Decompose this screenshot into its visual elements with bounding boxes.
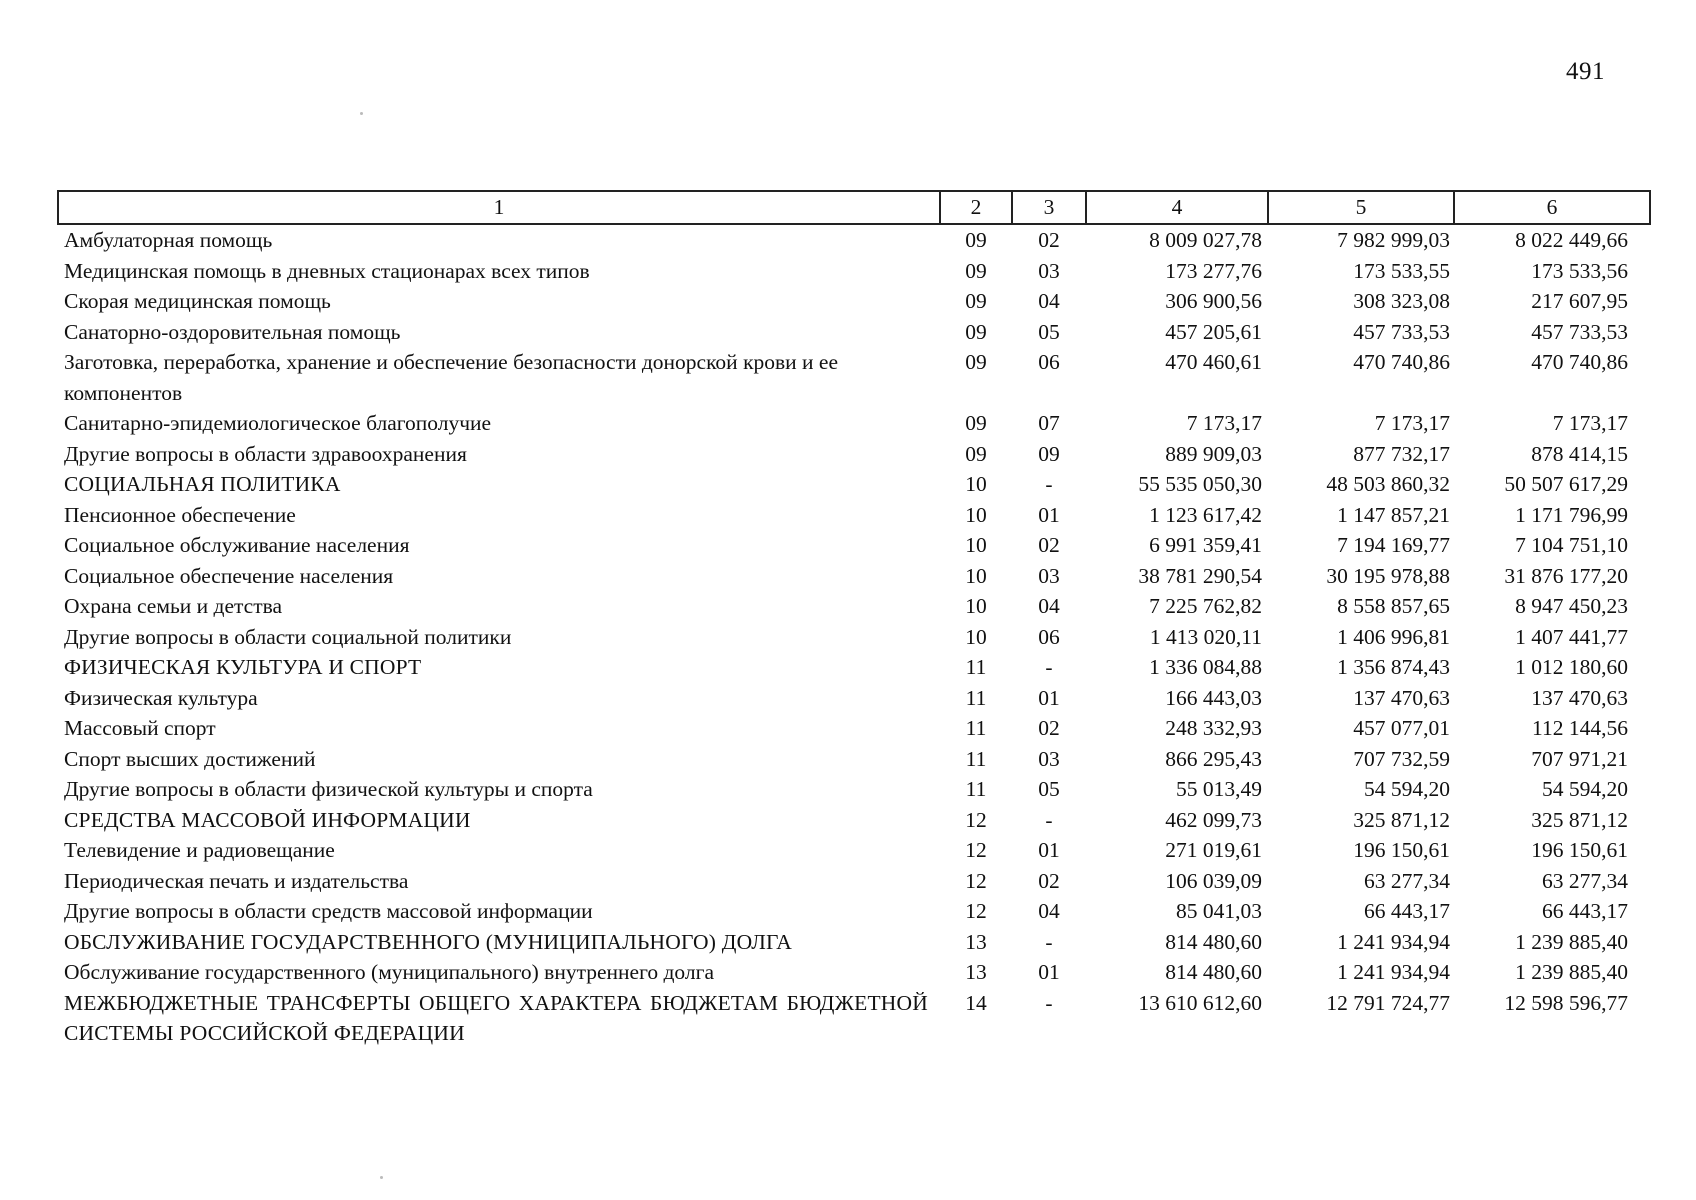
row-value-col4: 1 413 020,11 <box>1149 624 1262 649</box>
row-value-col6: 1 239 885,40 <box>1515 929 1628 954</box>
row-section-cell: 10 <box>965 594 987 618</box>
row-subsection-cell: - <box>1045 655 1053 679</box>
row-name-cell: Санитарно-эпидемиологическое благополучие <box>64 411 492 435</box>
table-row <box>58 957 1650 988</box>
row-section-cell: 14 <box>965 990 987 1015</box>
table-row <box>58 652 1650 683</box>
row-value-col4: 814 480,60 <box>1165 960 1262 984</box>
row-name-cell: Пенсионное обеспечение <box>64 502 296 527</box>
row-section-cell: 10 <box>965 472 987 496</box>
row-value-col5: 707 732,59 <box>1353 746 1450 771</box>
row-value-col4: 7 225 762,82 <box>1149 594 1262 618</box>
row-section-cell: 11 <box>965 746 987 771</box>
table-row <box>58 500 1650 531</box>
row-name-cell: Другие вопросы в области физической культуры и спорта <box>64 777 593 801</box>
table-row <box>58 805 1650 836</box>
row-value-col5: 1 406 996,81 <box>1337 624 1450 649</box>
row-name-cell: Другие вопросы в области социальной политики <box>64 624 512 649</box>
row-value-col5: 48 503 860,32 <box>1326 472 1450 496</box>
row-subsection-cell: 03 <box>1038 746 1060 771</box>
row-value-col4: 8 009 027,78 <box>1149 228 1262 252</box>
row-value-col5: 325 871,12 <box>1353 807 1450 832</box>
row-value-col4: 55 535 050,30 <box>1138 472 1262 496</box>
row-name-cell: Скорая медицинская помощь <box>64 289 331 313</box>
row-value-col5: 1 241 934,94 <box>1337 929 1450 954</box>
row-section-cell: 09 <box>965 228 987 252</box>
scan-speck <box>360 112 363 115</box>
row-value-col4: 1 123 617,42 <box>1149 502 1262 527</box>
header-col-2: 2 <box>940 191 1012 224</box>
row-value-col4: 306 900,56 <box>1165 289 1262 313</box>
table-row <box>58 835 1650 866</box>
table-row <box>58 256 1650 287</box>
row-section-cell: 10 <box>965 563 987 588</box>
row-value-col4: 457 205,61 <box>1165 319 1262 344</box>
row-name-cell: Периодическая печать и издательства <box>64 868 409 893</box>
table-row <box>58 591 1650 622</box>
row-section-cell: 12 <box>965 899 987 923</box>
row-value-col4: 13 610 612,60 <box>1138 990 1262 1015</box>
table-row <box>58 622 1650 653</box>
table-row <box>58 469 1650 500</box>
row-value-col6: 12 598 596,77 <box>1504 990 1628 1015</box>
row-value-col4: 814 480,60 <box>1165 929 1262 954</box>
table-row <box>58 683 1650 714</box>
table-row <box>58 896 1650 927</box>
row-section-cell: 12 <box>965 868 987 893</box>
row-value-col5: 877 732,17 <box>1353 441 1450 466</box>
row-section-cell: 11 <box>965 777 987 801</box>
row-section-cell: 10 <box>965 502 987 527</box>
row-subsection-cell: 01 <box>1038 960 1060 984</box>
row-value-col6: 173 533,56 <box>1531 258 1628 283</box>
table-row <box>58 866 1650 897</box>
row-value-col6: 8 022 449,66 <box>1515 228 1628 252</box>
row-section-cell: 09 <box>965 258 987 283</box>
row-value-col4: 166 443,03 <box>1165 685 1262 710</box>
row-value-col4: 248 332,93 <box>1165 716 1262 740</box>
row-subsection-cell: 03 <box>1038 258 1060 283</box>
scan-speck <box>380 1176 383 1179</box>
table-row <box>58 347 1650 408</box>
row-subsection-cell: 03 <box>1038 563 1060 588</box>
row-subsection-cell: 04 <box>1038 289 1060 313</box>
row-value-col6: 1 239 885,40 <box>1515 960 1628 984</box>
row-value-col6: 217 607,95 <box>1531 289 1628 313</box>
row-name-cell: Спорт высших достижений <box>64 746 316 771</box>
row-section-cell: 12 <box>965 807 987 832</box>
row-value-col6: 1 407 441,77 <box>1515 624 1628 649</box>
row-value-col6: 325 871,12 <box>1531 807 1628 832</box>
table-row <box>58 561 1650 592</box>
row-name-cell: ФИЗИЧЕСКАЯ КУЛЬТУРА И СПОРТ <box>64 655 422 679</box>
header-col-5: 5 <box>1268 191 1454 224</box>
row-value-col4: 173 277,76 <box>1165 258 1262 283</box>
table-row <box>58 927 1650 958</box>
row-section-cell: 12 <box>965 838 987 862</box>
row-value-col4: 38 781 290,54 <box>1138 563 1262 588</box>
row-subsection-cell: - <box>1045 929 1053 954</box>
row-value-col6: 1 171 796,99 <box>1515 502 1628 527</box>
row-subsection-cell: 06 <box>1038 624 1060 649</box>
row-value-col6: 50 507 617,29 <box>1504 472 1628 496</box>
row-value-col6: 31 876 177,20 <box>1504 563 1628 588</box>
row-subsection-cell: - <box>1045 472 1053 496</box>
row-value-col5: 12 791 724,77 <box>1326 990 1450 1015</box>
row-name-cell: Социальное обслуживание населения <box>64 533 410 557</box>
row-value-col6: 63 277,34 <box>1542 868 1628 893</box>
row-section-cell: 09 <box>965 441 987 466</box>
row-name-cell: СОЦИАЛЬНАЯ ПОЛИТИКА <box>64 472 341 496</box>
row-subsection-cell: - <box>1045 807 1053 832</box>
row-subsection-cell: 07 <box>1038 411 1060 435</box>
row-value-col4: 866 295,43 <box>1165 746 1262 771</box>
row-subsection-cell: 09 <box>1038 441 1060 466</box>
row-value-col6: 196 150,61 <box>1531 838 1628 862</box>
row-subsection-cell: 05 <box>1038 319 1060 344</box>
row-value-col5: 1 147 857,21 <box>1337 502 1450 527</box>
row-value-col5: 457 733,53 <box>1353 319 1450 344</box>
row-value-col6: 707 971,21 <box>1531 746 1628 771</box>
row-value-col4: 6 991 359,41 <box>1149 533 1262 557</box>
table-row <box>58 988 1650 1049</box>
row-value-col4: 889 909,03 <box>1165 441 1262 466</box>
row-value-col5: 1 356 874,43 <box>1337 655 1450 679</box>
row-value-col6: 1 012 180,60 <box>1515 655 1628 679</box>
row-value-col4: 106 039,09 <box>1165 868 1262 893</box>
header-col-1: 1 <box>58 191 940 224</box>
page-number: 491 <box>1566 58 1605 85</box>
row-subsection-cell: - <box>1045 990 1053 1015</box>
row-value-col6: 7 173,17 <box>1552 411 1628 435</box>
table-row <box>58 408 1650 439</box>
row-value-col6: 457 733,53 <box>1531 319 1628 344</box>
row-name-cell: Социальное обеспечение населения <box>64 563 394 588</box>
budget-table <box>57 190 1651 1049</box>
row-name-cell: МЕЖБЮДЖЕТНЫЕ ТРАНСФЕРТЫ ОБЩЕГО ХАРАКТЕРА БЮДЖЕТАМ БЮДЖЕТНОЙ СИСТЕМЫ РОССИЙСКОЙ ФЕДЕРАЦИИ <box>64 990 928 1045</box>
row-subsection-cell: 02 <box>1038 533 1060 557</box>
row-name-cell: Медицинская помощь в дневных стационарах всех типов <box>64 258 590 283</box>
row-value-col6: 878 414,15 <box>1531 441 1628 466</box>
row-name-cell: Обслуживание государственного (муниципального) внутреннего долга <box>64 960 714 984</box>
row-section-cell: 11 <box>965 716 987 740</box>
row-name-cell: Амбулаторная помощь <box>64 228 273 252</box>
row-section-cell: 11 <box>965 685 987 710</box>
row-subsection-cell: 06 <box>1038 350 1060 374</box>
table-row <box>58 774 1650 805</box>
row-value-col5: 7 173,17 <box>1374 411 1450 435</box>
row-value-col6: 470 740,86 <box>1531 350 1628 374</box>
row-value-col6: 137 470,63 <box>1531 685 1628 710</box>
row-name-cell: Санаторно-оздоровительная помощь <box>64 319 401 344</box>
row-name-cell: Охрана семьи и детства <box>64 594 283 618</box>
table-body <box>58 224 1650 1049</box>
row-subsection-cell: 05 <box>1038 777 1060 801</box>
header-col-4: 4 <box>1086 191 1268 224</box>
row-value-col5: 54 594,20 <box>1364 777 1450 801</box>
row-subsection-cell: 02 <box>1038 228 1060 252</box>
row-section-cell: 13 <box>965 929 987 954</box>
row-section-cell: 11 <box>965 655 987 679</box>
row-section-cell: 10 <box>965 624 987 649</box>
row-value-col6: 54 594,20 <box>1542 777 1628 801</box>
row-subsection-cell: 01 <box>1038 685 1060 710</box>
table-row <box>58 224 1650 256</box>
header-col-6: 6 <box>1454 191 1650 224</box>
row-subsection-cell: 02 <box>1038 716 1060 740</box>
row-value-col4: 1 336 084,88 <box>1149 655 1262 679</box>
row-section-cell: 13 <box>965 960 987 984</box>
row-subsection-cell: 04 <box>1038 594 1060 618</box>
row-subsection-cell: 04 <box>1038 899 1060 923</box>
row-value-col6: 7 104 751,10 <box>1515 533 1628 557</box>
row-value-col5: 63 277,34 <box>1364 868 1450 893</box>
row-section-cell: 09 <box>965 350 987 374</box>
row-value-col5: 1 241 934,94 <box>1337 960 1450 984</box>
row-value-col4: 7 173,17 <box>1186 411 1262 435</box>
row-value-col4: 85 041,03 <box>1176 899 1262 923</box>
row-name-cell: СРЕДСТВА МАССОВОЙ ИНФОРМАЦИИ <box>64 807 471 832</box>
row-value-col5: 308 323,08 <box>1353 289 1450 313</box>
row-value-col5: 8 558 857,65 <box>1337 594 1450 618</box>
row-section-cell: 09 <box>965 411 987 435</box>
row-subsection-cell: 01 <box>1038 502 1060 527</box>
row-value-col4: 55 013,49 <box>1176 777 1262 801</box>
row-value-col5: 7 982 999,03 <box>1337 228 1450 252</box>
table-row <box>58 713 1650 744</box>
row-name-cell: ОБСЛУЖИВАНИЕ ГОСУДАРСТВЕННОГО (МУНИЦИПАЛЬНОГО) ДОЛГА <box>64 929 793 954</box>
row-value-col6: 112 144,56 <box>1532 716 1628 740</box>
row-value-col5: 196 150,61 <box>1353 838 1450 862</box>
row-section-cell: 09 <box>965 289 987 313</box>
row-section-cell: 10 <box>965 533 987 557</box>
table-row <box>58 439 1650 470</box>
row-name-cell: Телевидение и радиовещание <box>64 838 335 862</box>
row-value-col5: 137 470,63 <box>1353 685 1450 710</box>
row-section-cell: 09 <box>965 319 987 344</box>
row-value-col6: 8 947 450,23 <box>1515 594 1628 618</box>
row-value-col5: 470 740,86 <box>1353 350 1450 374</box>
row-value-col5: 30 195 978,88 <box>1326 563 1450 588</box>
row-value-col6: 66 443,17 <box>1542 899 1628 923</box>
row-name-cell: Другие вопросы в области средств массовой информации <box>64 899 593 923</box>
row-name-cell: Физическая культура <box>64 685 258 710</box>
row-subsection-cell: 02 <box>1038 868 1060 893</box>
row-value-col5: 7 194 169,77 <box>1337 533 1450 557</box>
row-name-cell: Другие вопросы в области здравоохранения <box>64 441 467 466</box>
row-value-col5: 457 077,01 <box>1353 716 1450 740</box>
row-value-col4: 470 460,61 <box>1165 350 1262 374</box>
row-subsection-cell: 01 <box>1038 838 1060 862</box>
table-row <box>58 286 1650 317</box>
table-row <box>58 530 1650 561</box>
row-value-col4: 462 099,73 <box>1165 807 1262 832</box>
header-col-3: 3 <box>1012 191 1086 224</box>
row-value-col5: 173 533,55 <box>1353 258 1450 283</box>
row-value-col4: 271 019,61 <box>1165 838 1262 862</box>
row-name-cell: Массовый спорт <box>64 716 216 740</box>
table-row <box>58 317 1650 348</box>
row-value-col5: 66 443,17 <box>1364 899 1450 923</box>
table-header-row <box>58 191 1650 224</box>
row-name-cell: Заготовка, переработка, хранение и обеспечение безопасности донорской крови и ее компонентов <box>64 350 839 405</box>
table-row <box>58 744 1650 775</box>
